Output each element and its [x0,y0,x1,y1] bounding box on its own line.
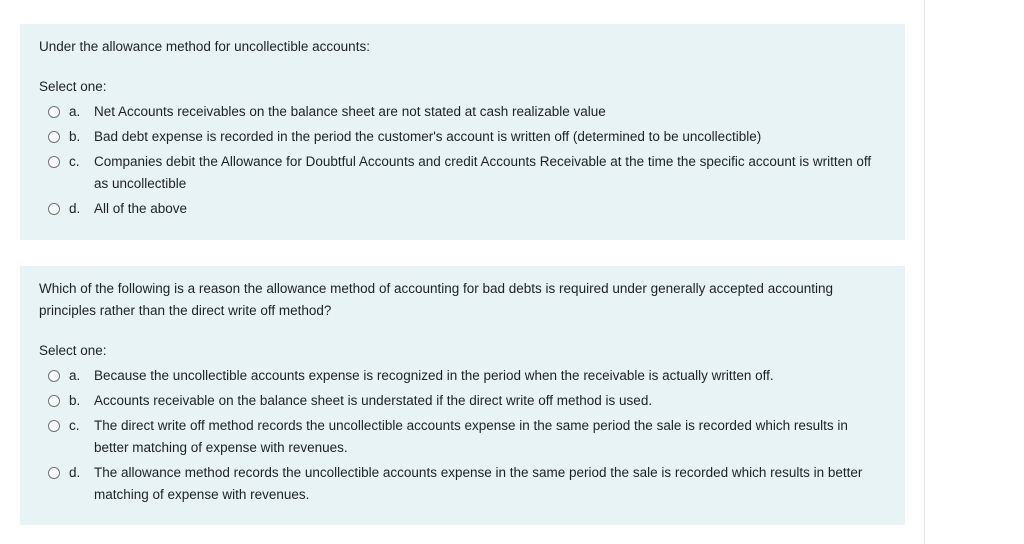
answer-option-a[interactable] [39,101,885,123]
answer-option-c[interactable] [39,151,885,195]
answer-text[interactable]: Accounts receivable on the balance sheet is understated if the direct write off method is used. [94,393,653,408]
radio-button[interactable] [48,467,60,479]
answer-option-b[interactable] [39,126,885,148]
answer-list [39,365,885,506]
answer-text[interactable]: Net Accounts receivables on the balance sheet are not stated at cash realizable value [94,104,606,119]
radio-button[interactable] [48,131,60,143]
answer-option-c[interactable] [39,415,885,459]
radio-button[interactable] [48,203,60,215]
answer-letter: a. [69,104,81,119]
question-2 [20,266,905,525]
answer-text[interactable]: The allowance method records the uncollectible accounts expense in the same period the sale is recorded which results in better matching of expense with revenues. [94,465,863,502]
answer-text[interactable]: Because the uncollectible accounts expense is recognized in the period when the receivable is actually written off. [94,368,774,383]
right-divider [924,0,925,544]
answer-text[interactable]: All of the above [94,201,188,216]
answer-text[interactable]: Companies debit the Allowance for Doubtful Accounts and credit Accounts Receivable at the time the specific account is written off as uncollectible [94,154,872,191]
answer-list [39,101,885,220]
answer-option-d[interactable] [39,462,885,506]
answer-text[interactable]: The direct write off method records the uncollectible accounts expense in the same period the sale is recorded which results in better matching of expense with revenues. [94,418,848,455]
answer-letter: d. [69,201,81,216]
select-one-prompt: Select one: [39,343,107,358]
answer-letter: c. [69,154,80,169]
radio-button[interactable] [48,156,60,168]
radio-button[interactable] [48,106,60,118]
answer-letter: d. [69,465,81,480]
answer-letter: b. [69,129,81,144]
question-text: Under the allowance method for uncollectible accounts: [39,39,370,54]
answer-option-a[interactable] [39,365,885,387]
answer-letter: c. [69,418,80,433]
radio-button[interactable] [48,420,60,432]
question-1 [20,24,905,240]
answer-option-d[interactable] [39,198,885,220]
radio-button[interactable] [48,395,60,407]
radio-button[interactable] [48,370,60,382]
answer-letter: a. [69,368,81,383]
select-one-prompt: Select one: [39,79,107,94]
question-text: Which of the following is a reason the allowance method of accounting for bad debts is required under generally accepted accounting principles rather than the direct write off method? [39,281,833,318]
answer-option-b[interactable] [39,390,885,412]
answer-text[interactable]: Bad debt expense is recorded in the period the customer's account is written off (determined to be uncollectible) [94,129,762,144]
answer-letter: b. [69,393,81,408]
